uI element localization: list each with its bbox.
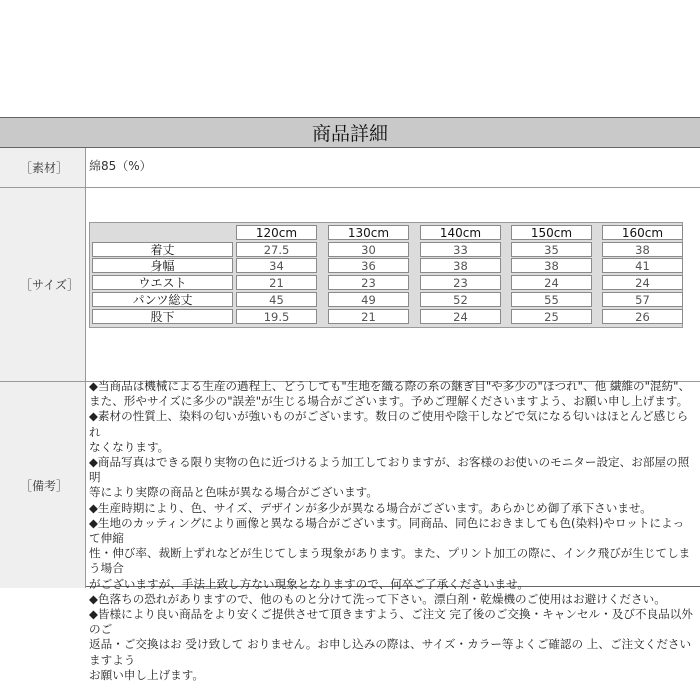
notes-line: ◆当商品は機械による生産の過程上、どうしても"生地を織る際の糸の継ぎ目"や多少の"ほつれ"、他 繊維の"混紡"、 (89, 379, 691, 393)
notes-line: 返品・ご交換はお 受け致して おりません。お申し込みの際は、サイズ・カラー等よくご確認の 上、ご注文くださいますよう (89, 637, 692, 667)
size-value-cell: 35 (511, 242, 592, 257)
size-row-label: 股下 (92, 309, 233, 324)
size-column-header: 160cm (602, 225, 683, 240)
material-content (87, 148, 700, 187)
size-value-cell: 52 (420, 292, 501, 307)
size-value-cell: 25 (511, 309, 592, 324)
notes-line: ◆生産時期により、色、サイズ、デザインが多少が異なる場合がございます。あらかじめ御了承下さいませ。 (89, 500, 652, 515)
size-value-cell: 41 (602, 258, 683, 273)
size-row-label: ウエスト (92, 275, 233, 290)
notes-text (89, 379, 695, 683)
size-value-cell: 26 (602, 309, 683, 324)
size-row (0, 188, 700, 382)
size-value-cell: 36 (328, 258, 409, 273)
size-value-cell: 57 (602, 292, 683, 307)
size-value-cell: 27.5 (236, 242, 317, 257)
size-value-cell: 21 (328, 309, 409, 324)
size-value-cell: 21 (236, 275, 317, 290)
notes-line: ◆生地のカッティングにより画像と異なる場合がございます。同商品、同色におきましても色(染料)やロットによって伸縮 (89, 515, 685, 546)
size-value-cell: 33 (420, 242, 501, 257)
size-value-cell: 38 (420, 258, 501, 273)
notes-line: 性・伸び率、裁断上ずれなどが生じてしまう現象があります。また、プリント加工の際に、インク飛びが生じてしまう場合 (89, 546, 691, 576)
notes-line: ◆商品写真はできる限り実物の色に近づけるよう加工しておりますが、お客様のお使いのモニター設定、お部屋の照明 (89, 455, 690, 485)
size-table (89, 222, 683, 328)
size-value-cell: 38 (602, 242, 683, 257)
notes-line: ◆素材の性質上、染料の匂いが強いものがございます。数日のご使用や陰干しなどで気になる匂いはほとんど感じられ (89, 409, 689, 439)
size-value-cell: 19.5 (236, 309, 317, 324)
notes-line: ◆色落ちの恐れがありますので、他のものと分けて洗って下さい。漂白剤・乾燥機のご使用はお避けください。 (89, 591, 666, 606)
size-column-header: 140cm (420, 225, 501, 240)
size-value-cell: 24 (511, 275, 592, 290)
size-label: ［サイズ］ (0, 188, 86, 381)
size-value-cell: 38 (511, 258, 592, 273)
size-value-cell: 34 (236, 258, 317, 273)
material-label: ［素材］ (0, 148, 86, 187)
material-value: 綿85（%） (89, 159, 152, 173)
size-value-cell: 45 (236, 292, 317, 307)
size-row-label: 身幅 (92, 258, 233, 273)
size-value-cell: 24 (420, 309, 501, 324)
size-content (87, 188, 700, 381)
size-value-cell: 23 (328, 275, 409, 290)
notes-line: なくなります。 (89, 439, 170, 454)
notes-label: ［備考］ (0, 382, 86, 588)
size-column-header: 120cm (236, 225, 317, 240)
size-value-cell: 24 (602, 275, 683, 290)
page-title: 商品詳細 (0, 118, 700, 148)
material-row (0, 148, 700, 188)
notes-line: 等により実際の商品と色味が異なる場合がございます。 (89, 485, 378, 500)
notes-content (87, 379, 700, 682)
notes-line: お願い申し上げます。 (89, 667, 205, 682)
size-row-label: パンツ総丈 (92, 292, 233, 307)
notes-line: がございますが、手法上致し方ない現象となりますので、何卒ご了承くださいませ。 (89, 576, 529, 591)
notes-line: また、形やサイズに多少の"誤差"が生じる場合がございます。予めご理解くださいますよう、お願い申し上げます。 (89, 394, 689, 409)
size-value-cell: 55 (511, 292, 592, 307)
notes-row (0, 379, 700, 682)
size-column-header: 150cm (511, 225, 592, 240)
notes-line: ◆皆様により良い商品をより安くご提供させて頂きますよう、ご注文 完了後のご交換・キャンセル・及び不良品以外のご (89, 607, 693, 637)
size-value-cell: 23 (420, 275, 501, 290)
size-value-cell: 30 (328, 242, 409, 257)
size-column-header: 130cm (328, 225, 409, 240)
size-row-label: 着丈 (92, 242, 233, 257)
product-detail-panel (0, 117, 700, 682)
size-value-cell: 49 (328, 292, 409, 307)
